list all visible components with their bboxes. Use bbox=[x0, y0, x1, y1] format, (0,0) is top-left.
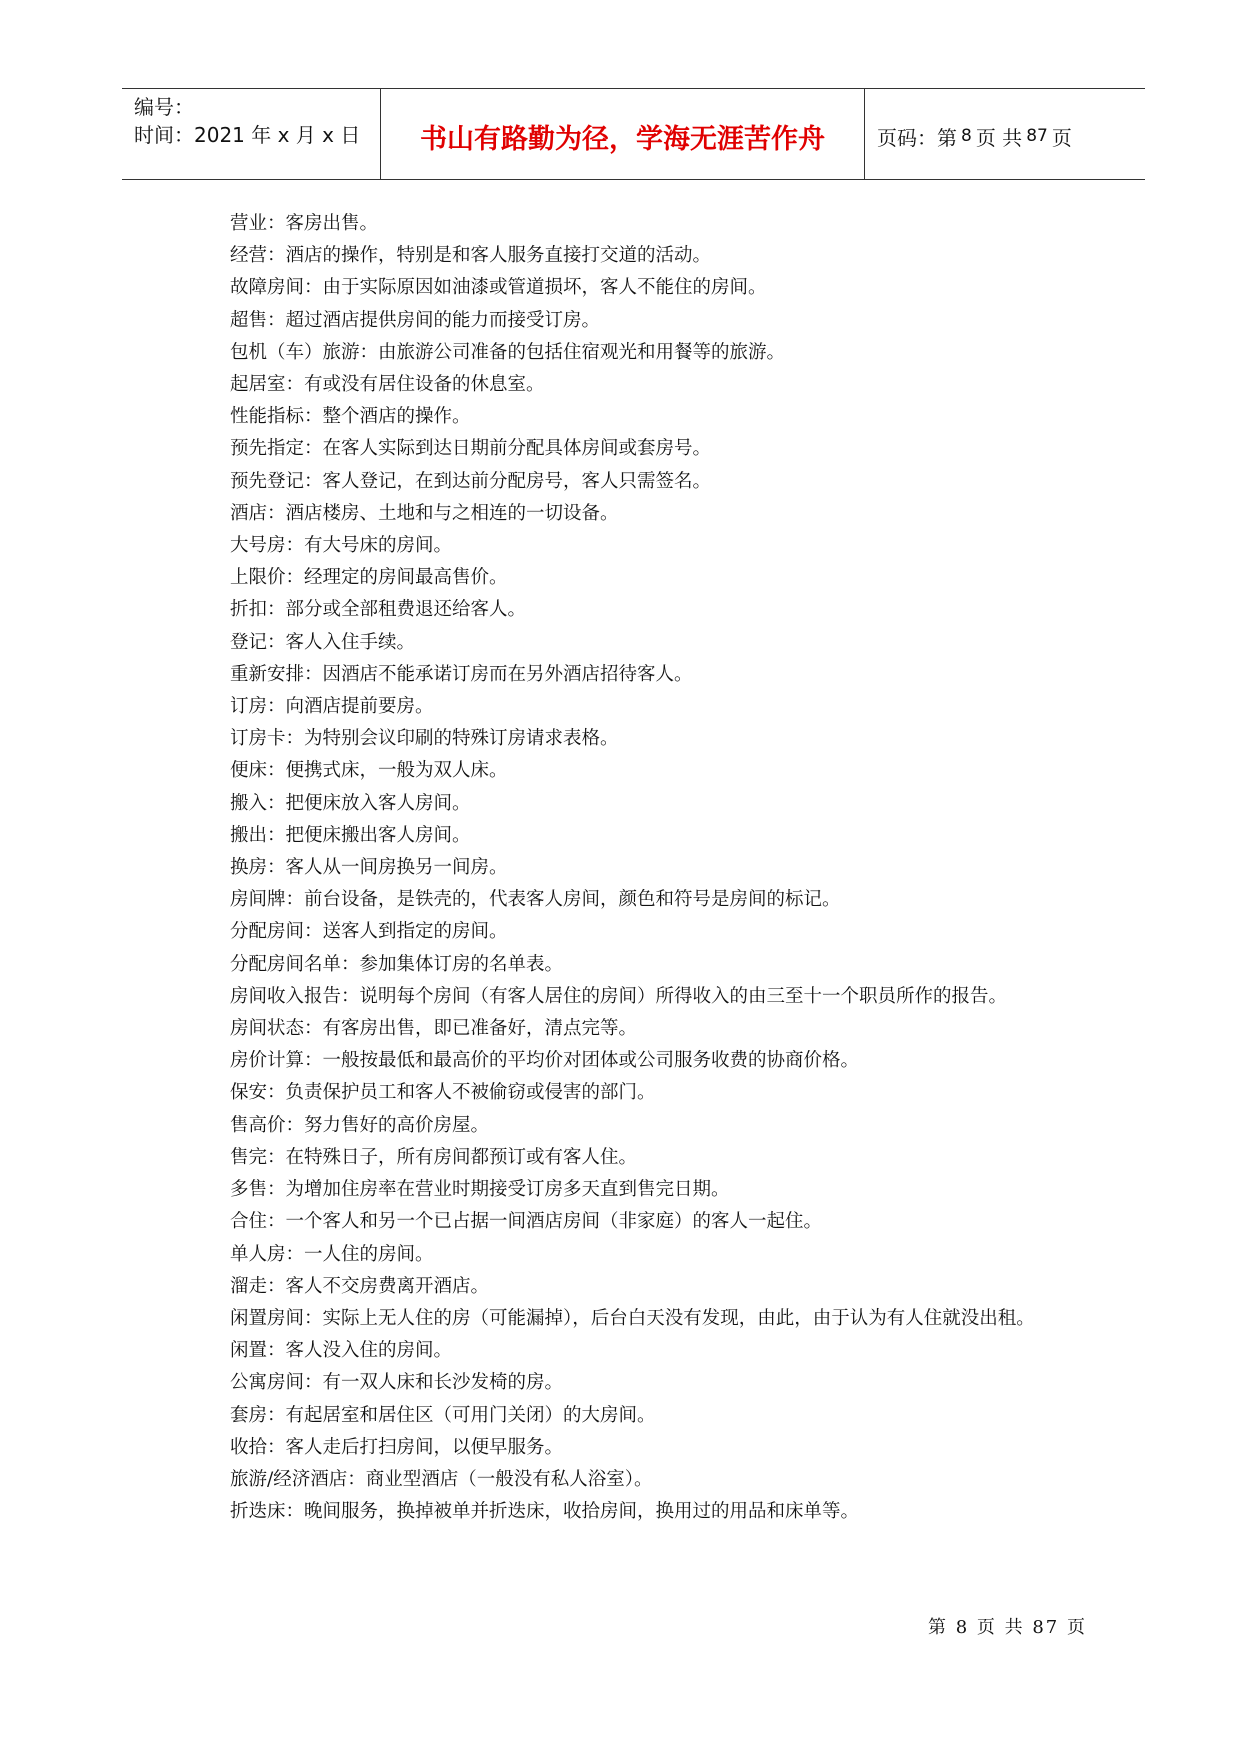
glossary-entry: 订房：向酒店提前要房。 bbox=[230, 696, 434, 718]
glossary-entry: 性能指标：整个酒店的操作。 bbox=[230, 406, 471, 428]
glossary-entry: 预先指定：在客人实际到达日期前分配具体房间或套房号。 bbox=[230, 438, 712, 460]
glossary-entry: 订房卡：为特别会议印刷的特殊订房请求表格。 bbox=[230, 728, 619, 750]
glossary-entry: 换房：客人从一间房换另一间房。 bbox=[230, 857, 508, 879]
number-label: 编号： bbox=[134, 95, 194, 119]
header-page-info bbox=[865, 89, 1145, 179]
glossary-entry: 搬入：把便床放入客人房间。 bbox=[230, 792, 471, 814]
glossary-entry: 重新安排：因酒店不能承诺订房而在另外酒店招待客人。 bbox=[230, 663, 693, 685]
glossary-entry: 分配房间名单：参加集体订房的名单表。 bbox=[230, 953, 564, 975]
glossary-entry: 多售：为增加住房率在营业时期接受订房多天直到售完日期。 bbox=[230, 1179, 730, 1201]
glossary-entry: 登记：客人入住手续。 bbox=[230, 631, 416, 653]
glossary-entry: 保安：负责保护员工和客人不被偷窃或侵害的部门。 bbox=[230, 1082, 656, 1104]
page-footer: 第 8 页 共 87 页 bbox=[928, 1617, 1087, 1638]
glossary-body bbox=[187, 208, 1082, 1528]
glossary-entry: 酒店：酒店楼房、土地和与之相连的一切设备。 bbox=[230, 502, 619, 524]
glossary-entry: 折扣：部分或全部租费退还给客人。 bbox=[230, 599, 527, 621]
document-header bbox=[122, 88, 1145, 180]
glossary-entry: 包机（车）旅游：由旅游公司准备的包括住宿观光和用餐等的旅游。 bbox=[230, 341, 786, 363]
glossary-entry: 套房：有起居室和居住区（可用门关闭）的大房间。 bbox=[230, 1404, 656, 1426]
glossary-entry: 折迭床：晚间服务，换掉被单并折迭床，收拾房间，换用过的用品和床单等。 bbox=[230, 1501, 860, 1523]
header-motto: 书山有路勤为径，学海无涯苦作舟 bbox=[381, 89, 865, 179]
glossary-entry: 闲置房间：实际上无人住的房（可能漏掉），后台白天没有发现，由此，由于认为有人住就没出租。 bbox=[230, 1307, 1035, 1329]
glossary-entry: 搬出：把便床搬出客人房间。 bbox=[230, 824, 471, 846]
glossary-entry: 旅游/经济酒店：商业型酒店（一般没有私人浴室）。 bbox=[230, 1468, 653, 1490]
glossary-entry: 售完：在特殊日子，所有房间都预订或有客人住。 bbox=[230, 1146, 638, 1168]
glossary-entry: 单人房：一人住的房间。 bbox=[230, 1243, 434, 1265]
page-prefix: 页码：第 bbox=[877, 125, 957, 150]
time-label: 时间：2021 年 x 月 x 日 bbox=[134, 123, 361, 147]
glossary-entry: 预先登记：客人登记，在到达前分配房号，客人只需签名。 bbox=[230, 470, 712, 492]
glossary-entry: 溜走：客人不交房费离开酒店。 bbox=[230, 1275, 490, 1297]
glossary-entry: 上限价：经理定的房间最高售价。 bbox=[230, 567, 508, 589]
glossary-entry: 超售：超过酒店提供房间的能力而接受订房。 bbox=[230, 309, 601, 331]
header-meta bbox=[122, 89, 381, 179]
glossary-entry: 合住：一个客人和另一个已占据一间酒店房间（非家庭）的客人一起住。 bbox=[230, 1211, 823, 1233]
glossary-entry: 闲置：客人没入住的房间。 bbox=[230, 1340, 453, 1362]
glossary-entry: 分配房间：送客人到指定的房间。 bbox=[230, 921, 508, 943]
glossary-entry: 房间状态：有客房出售，即已准备好，清点完等。 bbox=[230, 1018, 638, 1040]
page-mid: 页 共 bbox=[975, 125, 1023, 150]
glossary-entry: 便床：便携式床，一般为双人床。 bbox=[230, 760, 508, 782]
page-total: 87 bbox=[1026, 126, 1048, 146]
glossary-entry: 营业：客房出售。 bbox=[230, 213, 379, 234]
glossary-entry: 起居室：有或没有居住设备的休息室。 bbox=[230, 374, 545, 396]
glossary-entry: 房价计算：一般按最低和最高价的平均价对团体或公司服务收费的协商价格。 bbox=[230, 1050, 860, 1072]
glossary-entry: 房间收入报告：说明每个房间（有客人居住的房间）所得收入的由三至十一个职员所作的报告。 bbox=[230, 985, 1008, 1007]
glossary-entry: 经营：酒店的操作，特别是和客人服务直接打交道的活动。 bbox=[230, 245, 712, 267]
glossary-entry: 故障房间：由于实际原因如油漆或管道损坏，客人不能住的房间。 bbox=[230, 277, 767, 299]
page-number: 8 bbox=[961, 126, 972, 146]
page-suffix: 页 bbox=[1051, 125, 1072, 150]
glossary-entry: 售高价：努力售好的高价房屋。 bbox=[230, 1114, 490, 1136]
glossary-entry: 收拾：客人走后打扫房间，以便早服务。 bbox=[230, 1436, 564, 1458]
glossary-entry: 大号房：有大号床的房间。 bbox=[230, 535, 453, 557]
glossary-entry: 房间牌：前台设备，是铁壳的，代表客人房间，颜色和符号是房间的标记。 bbox=[230, 889, 841, 911]
glossary-entry: 公寓房间：有一双人床和长沙发椅的房。 bbox=[230, 1372, 564, 1394]
